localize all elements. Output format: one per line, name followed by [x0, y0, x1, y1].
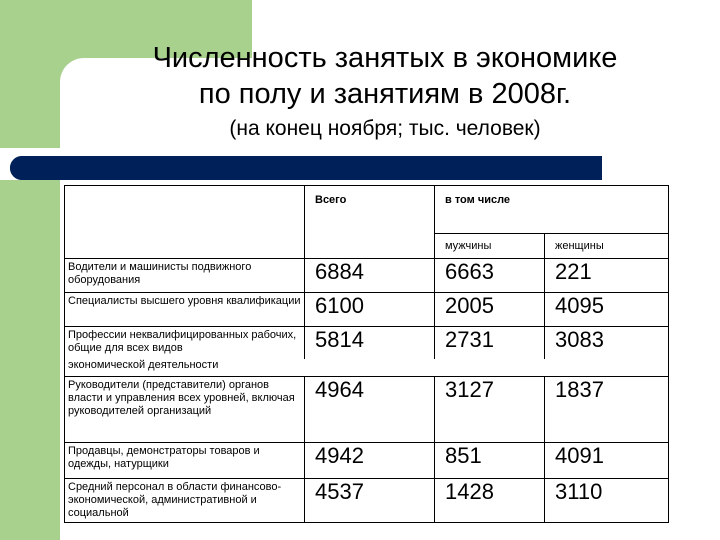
row-total: 4942 [305, 443, 435, 479]
row-women: 4095 [545, 293, 669, 327]
header-women: женщины [545, 234, 669, 259]
table-row [65, 377, 669, 443]
row-name: Продавцы, демонстраторы товаров и одежды, натурщики [65, 443, 305, 479]
row-women: 3083 [545, 327, 669, 359]
employment-table [64, 185, 668, 523]
slide-subtitle: (на конец ноября; тыс. человек) [229, 117, 541, 140]
slide-title-line2: по полу и занятиям в 2008г. [198, 78, 572, 110]
title-area [60, 40, 710, 142]
row-name-continuation: экономической деятельности [65, 359, 669, 377]
row-men: 1428 [435, 479, 545, 523]
row-women: 221 [545, 259, 669, 293]
table-row [65, 327, 669, 359]
decor-green-left [0, 180, 60, 540]
row-men: 6663 [435, 259, 545, 293]
table-row [65, 259, 669, 293]
row-total: 6100 [305, 293, 435, 327]
slide-title-line1: Численность занятых в экономике [152, 42, 618, 74]
row-name: Руководители (представители) органов власти и управления всех уровней, включая руководителей организаций [65, 377, 305, 443]
header-total: Всего [305, 186, 435, 259]
row-name: Водители и машинисты подвижного оборудования [65, 259, 305, 293]
row-total: 5814 [305, 327, 435, 359]
header-men: мужчины [435, 234, 545, 259]
row-men: 2005 [435, 293, 545, 327]
row-men: 2731 [435, 327, 545, 359]
row-total: 4964 [305, 377, 435, 443]
table-row-continuation [65, 359, 669, 377]
row-women: 1837 [545, 377, 669, 443]
row-men: 851 [435, 443, 545, 479]
row-women: 4091 [545, 443, 669, 479]
row-name: Средний персонал в области финансово-экономической, административной и социальной [65, 479, 305, 523]
row-name: Специалисты высшего уровня квалификации [65, 293, 305, 327]
row-name: Профессии неквалифицированных рабочих, общие для всех видов [65, 327, 305, 359]
header-group: в том числе [435, 186, 669, 234]
row-men: 3127 [435, 377, 545, 443]
table-row [65, 443, 669, 479]
row-total: 6884 [305, 259, 435, 293]
table-row [65, 293, 669, 327]
row-women: 3110 [545, 479, 669, 523]
row-total: 4537 [305, 479, 435, 523]
header-empty-cell [65, 186, 305, 259]
table-row [65, 479, 669, 523]
decor-navy-bar [10, 156, 602, 180]
